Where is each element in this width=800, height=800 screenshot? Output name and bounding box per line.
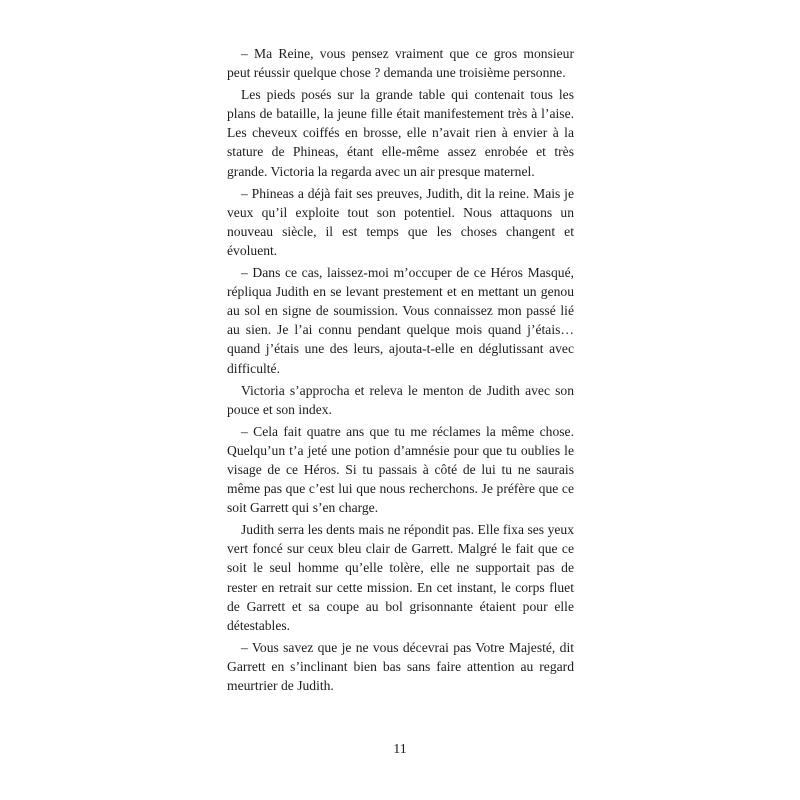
body-text (227, 44, 574, 698)
paragraph: Victoria s’approcha et releva le menton de Judith avec son pouce et son index. (227, 382, 574, 417)
paragraph: Les pieds posés sur la grande table qui contenait tous les plans de bataille, la jeune fille était manifestement très à l’aise. Les cheveux coiffés en brosse, elle n’avait rien à envier à la stature de Phineas, étant elle-même assez enrobée et très grande. Victoria la regarda avec un air presque maternel. (227, 87, 574, 179)
paragraph: – Dans ce cas, laissez-moi m’occuper de ce Héros Masqué, répliqua Judith en se levant prestement et en mettant un genou au sol en signe de soumission. Vous connaissez mon passé lié au sien. Je l’ai connu pendant quelque mois quand j’étais… quand j’étais une des leurs, ajouta-t-elle en déglutissant avec difficulté. (227, 265, 574, 376)
paragraph: – Phineas a déjà fait ses preuves, Judith, dit la reine. Mais je veux qu’il exploite tout son potentiel. Nous attaquons un nouveau siècle, il est temps que les choses changent et évoluent. (227, 185, 574, 258)
page-number: 11 (393, 742, 407, 757)
paragraph: Judith serra les dents mais ne répondit pas. Elle fixa ses yeux vert foncé sur ceux bleu clair de Garrett. Malgré le fait que ce soit le seul homme qu’elle tolère, elle ne supportait pas de rester en retrait sur cette mission. En cet instant, le corps fluet de Garrett et sa coupe au bol grisonnante étaient pour elle détestables. (227, 522, 574, 633)
paragraph: – Ma Reine, vous pensez vraiment que ce gros monsieur peut réussir quelque chose ? demanda une troisième personne. (227, 46, 574, 81)
paragraph: – Cela fait quatre ans que tu me réclames la même chose. Quelqu’un t’a jeté une potion d’amnésie pour que tu oublies le visage de ce Héros. Si tu passais à côté de lui tu ne saurais même pas que c’est lui que nous recherchons. Je préfère que ce soit Garrett qui s’en charge. (227, 423, 574, 516)
paragraph: – Vous savez que je ne vous décevrai pas Votre Majesté, dit Garrett en s’inclinant bien bas sans faire attention au regard meurtrier de Judith. (227, 639, 574, 693)
